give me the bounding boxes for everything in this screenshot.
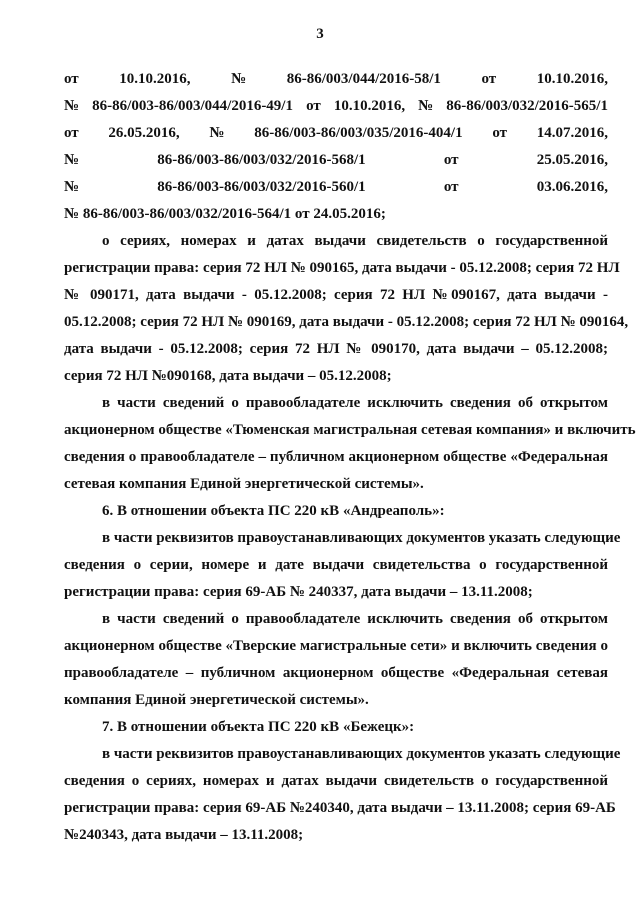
registration-line-4: № 86-86/003-86/003/032/2016-568/1 от 25.05.2016, bbox=[64, 152, 608, 168]
paragraph-line: регистрации права: серия 69-АБ № 240337, дата выдачи – 13.11.2008; bbox=[64, 584, 533, 600]
paragraph-line: компания Единой энергетической системы». bbox=[64, 692, 369, 708]
paragraph-line: в части реквизитов правоустанавливающих документов указать следующие bbox=[102, 530, 621, 546]
registration-line-1: от 10.10.2016, № 86-86/003/044/2016-58/1 от 10.10.2016, bbox=[64, 71, 608, 87]
paragraph-line: регистрации права: серия 72 НЛ № 090165, дата выдачи - 05.12.2008; серия 72 НЛ bbox=[64, 260, 620, 276]
paragraph-line: акционерном обществе «Тверские магистральные сети» и включить сведения о bbox=[64, 638, 608, 654]
registration-line-5: № 86-86/003-86/003/032/2016-560/1 от 03.06.2016, bbox=[64, 179, 608, 195]
section-7-heading: 7. В отношении объекта ПС 220 кВ «Бежецк»: bbox=[102, 719, 415, 735]
page-number: 3 bbox=[316, 26, 324, 42]
paragraph-line: 05.12.2008; серия 72 НЛ № 090169, дата выдачи - 05.12.2008; серия 72 НЛ № 090164, bbox=[64, 314, 629, 330]
paragraph-line: сведения о серии, номере и дате выдачи свидетельства о государственной bbox=[64, 557, 608, 573]
paragraph-line: в части сведений о правообладателе исключить сведения об открытом bbox=[102, 611, 608, 627]
registration-line-6: № 86-86/003-86/003/032/2016-564/1 от 24.05.2016; bbox=[64, 206, 386, 222]
paragraph-line: в части сведений о правообладателе исключить сведения об открытом bbox=[102, 395, 608, 411]
registration-line-2: № 86-86/003-86/003/044/2016-49/1 от 10.10.2016, № 86-86/003/032/2016-565/1 bbox=[64, 98, 608, 114]
paragraph-line: в части реквизитов правоустанавливающих документов указать следующие bbox=[102, 746, 621, 762]
paragraph-line: регистрации права: серия 69-АБ №240340, дата выдачи – 13.11.2008; серия 69-АБ bbox=[64, 800, 616, 816]
paragraph-line: №240343, дата выдачи – 13.11.2008; bbox=[64, 827, 304, 843]
paragraph-line: правообладателе – публичном акционерном обществе «Федеральная сетевая bbox=[64, 665, 608, 681]
registration-line-3: от 26.05.2016, № 86-86/003-86/003/035/2016-404/1 от 14.07.2016, bbox=[64, 125, 608, 141]
paragraph-line: № 090171, дата выдачи - 05.12.2008; серия 72 НЛ №090167, дата выдачи - bbox=[64, 287, 608, 303]
section-6-heading: 6. В отношении объекта ПС 220 кВ «Андреаполь»: bbox=[102, 503, 445, 519]
paragraph-line: серия 72 НЛ №090168, дата выдачи – 05.12.2008; bbox=[64, 368, 392, 384]
paragraph-line: сетевая компания Единой энергетической системы». bbox=[64, 476, 424, 492]
paragraph-line: о сериях, номерах и датах выдачи свидетельств о государственной bbox=[102, 233, 608, 249]
paragraph-line: сведения о сериях, номерах и датах выдачи свидетельств о государственной bbox=[64, 773, 608, 789]
paragraph-line: дата выдачи - 05.12.2008; серия 72 НЛ № 090170, дата выдачи – 05.12.2008; bbox=[64, 341, 608, 357]
paragraph-line: акционерном обществе «Тюменская магистральная сетевая компания» и включить bbox=[64, 422, 636, 438]
paragraph-line: сведения о правообладателе – публичном акционерном обществе «Федеральная bbox=[64, 449, 608, 465]
